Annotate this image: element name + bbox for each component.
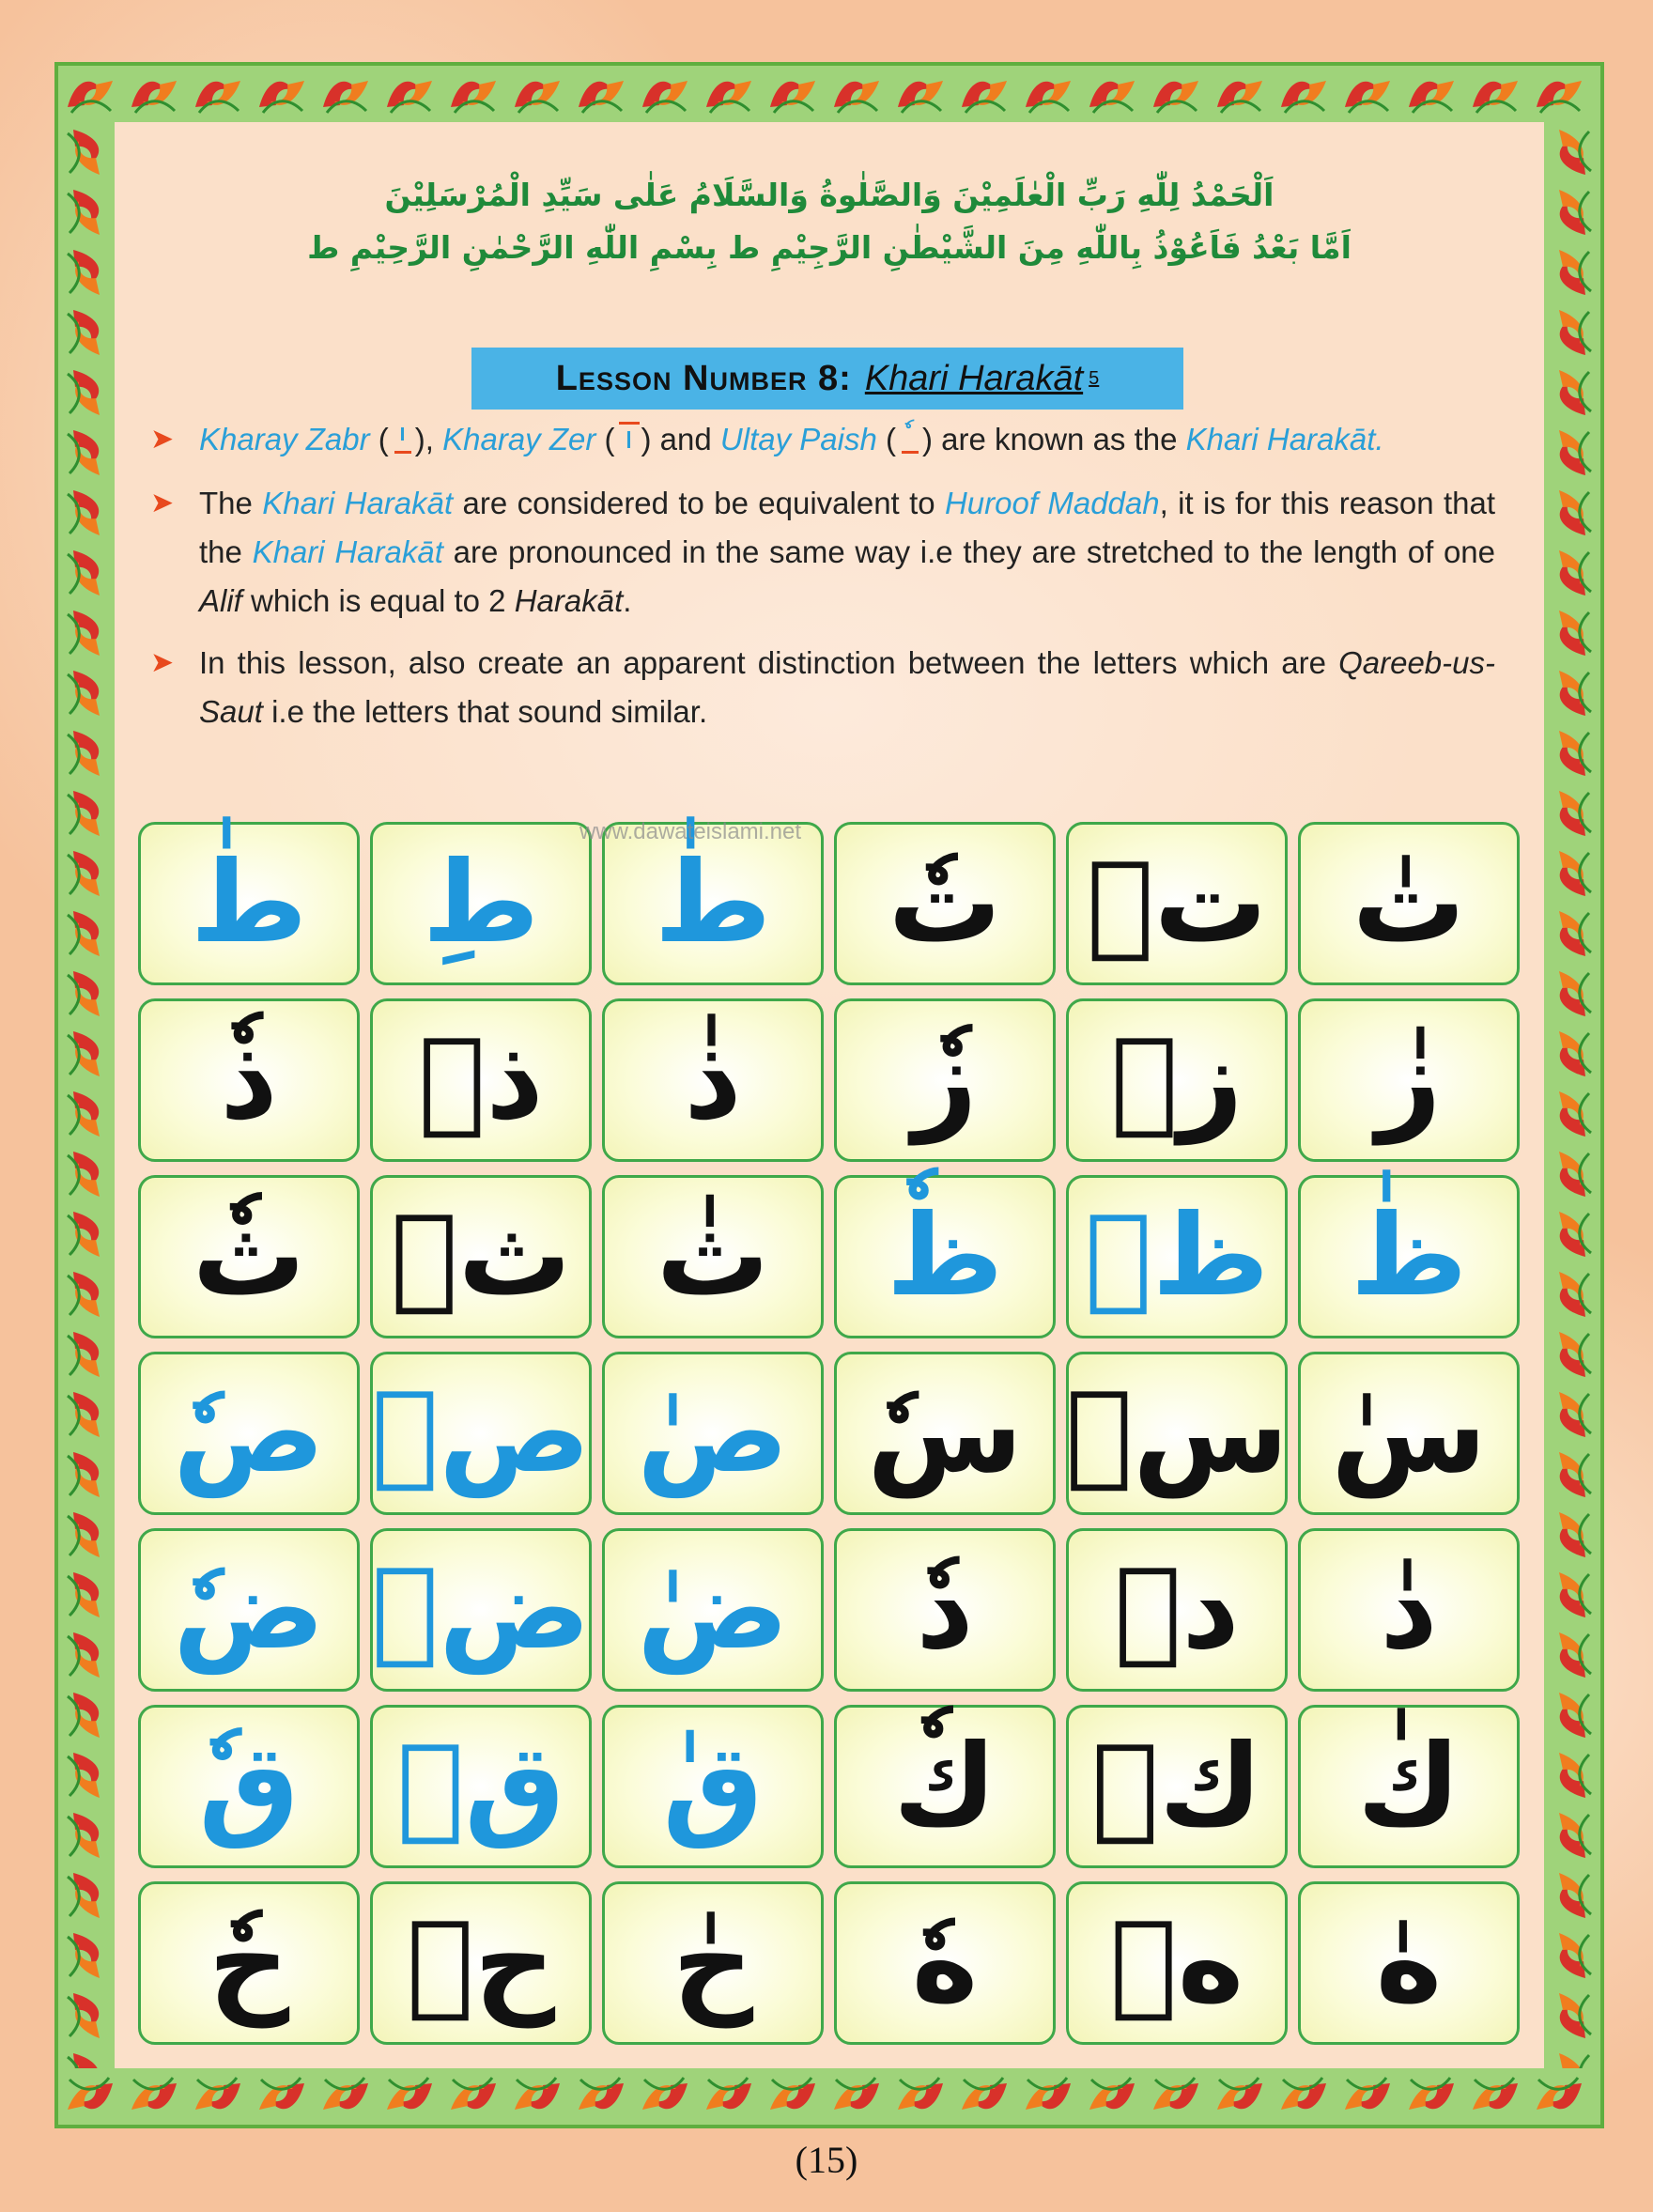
letter-card: قٖ: [370, 1705, 592, 1868]
letter-card: ثٗ: [138, 1175, 360, 1338]
floral-ornament-icon: [1544, 543, 1600, 603]
letter-card: تٰ: [1298, 822, 1520, 985]
floral-ornament-icon: [1399, 66, 1463, 122]
floral-ornament-icon: [825, 2068, 888, 2125]
letter-card: ضٰ: [602, 1528, 824, 1692]
floral-ornament-icon: [1544, 1384, 1600, 1445]
floral-ornament-icon: [952, 2068, 1016, 2125]
floral-ornament-icon: [58, 1384, 115, 1445]
floral-ornament-icon: [1544, 363, 1600, 423]
floral-ornament-icon: [952, 66, 1016, 122]
floral-ornament-icon: [250, 66, 314, 122]
floral-ornament-icon: [1527, 66, 1591, 122]
letter-card: صٗ: [138, 1352, 360, 1515]
floral-ornament-icon: [58, 1264, 115, 1324]
floral-ornament-icon: [58, 483, 115, 543]
floral-ornament-icon: [1336, 66, 1399, 122]
floral-ornament-icon: [186, 2068, 250, 2125]
floral-ornament-icon: [1144, 66, 1208, 122]
floral-ornament-icon: [58, 1805, 115, 1865]
floral-ornament-icon: [1544, 1445, 1600, 1505]
letter-card: صٰ: [602, 1352, 824, 1515]
floral-ornament-icon: [1463, 2068, 1527, 2125]
floral-ornament-icon: [1272, 2068, 1336, 2125]
floral-ornament-icon: [1544, 1024, 1600, 1084]
letter-card: سٖ: [1066, 1352, 1288, 1515]
floral-ornament-icon: [888, 2068, 952, 2125]
floral-ornament-icon: [1544, 302, 1600, 363]
letter-card: حٗ: [138, 1881, 360, 2045]
floral-ornament-icon: [1544, 1625, 1600, 1685]
floral-ornament-icon: [58, 1084, 115, 1144]
letter-card: صٖ: [370, 1352, 592, 1515]
floral-ornament-icon: [58, 1505, 115, 1565]
letter-card: ذٗ: [138, 998, 360, 1162]
floral-ornament-icon: [1544, 483, 1600, 543]
letter-grid: [138, 822, 1521, 2028]
lesson-label: Lesson Number 8:: [555, 358, 852, 398]
floral-ornament-icon: [58, 663, 115, 723]
kharay-zabr-mark-icon: [389, 424, 415, 456]
floral-ornament-icon: [314, 2068, 378, 2125]
floral-ornament-icon: [1544, 1505, 1600, 1565]
bullet-3-text: In this lesson, also create an apparent distinction between the letters which are Qareeb-us-Saut i.e the letters that sound similar.: [199, 645, 1495, 729]
letter-card: تٖ: [1066, 822, 1288, 985]
floral-ornament-icon: [697, 2068, 761, 2125]
letter-card: كٖ: [1066, 1705, 1288, 1868]
floral-ornament-icon: [250, 2068, 314, 2125]
floral-ornament-icon: [58, 1986, 115, 2046]
page-number: (15): [795, 2139, 858, 2181]
ultay-paish-mark-icon: [896, 424, 922, 456]
floral-ornament-icon: [633, 66, 697, 122]
floral-ornament-icon: [58, 603, 115, 663]
letter-card: دٰ: [1298, 1528, 1520, 1692]
floral-ornament-icon: [58, 964, 115, 1024]
floral-ornament-icon: [58, 1625, 115, 1685]
floral-ornament-icon: [58, 904, 115, 964]
floral-ornament-icon: [58, 1204, 115, 1264]
floral-ornament-icon: [1544, 1745, 1600, 1805]
floral-ornament-icon: [378, 66, 441, 122]
bullet-arrow-icon: ➤: [150, 647, 175, 678]
arabic-praise-line: اَلْحَمْدُ لِلّٰهِ رَبِّ الْعٰلَمِيْنَ وَالصَّلٰوةُ وَالسَّلَامُ عَلٰى سَيِّدِ الْمُرْسَلِيْنَ: [384, 177, 1275, 213]
floral-ornament-icon: [1016, 2068, 1080, 2125]
letter-card: ثٰ: [602, 1175, 824, 1338]
floral-ornament-icon: [122, 66, 186, 122]
floral-ornament-icon: [888, 66, 952, 122]
floral-ornament-icon: [761, 2068, 825, 2125]
floral-ornament-icon: [1544, 1926, 1600, 1986]
letter-card: ذٰ: [602, 998, 824, 1162]
letter-card: هٗ: [834, 1881, 1056, 2045]
arabic-bismillah-line: اَمَّا بَعْدُ فَاَعُوْذُ بِاللّٰهِ مِنَ الشَّيْطٰنِ الرَّجِيْمِ ط بِسْمِ اللّٰهِ الرَّحْمٰنِ الرَّحِيْمِ ط: [307, 229, 1352, 266]
letter-card: دٖ: [1066, 1528, 1288, 1692]
floral-ornament-icon: [1544, 242, 1600, 302]
floral-ornament-icon: [825, 66, 888, 122]
floral-ornament-icon: [1544, 904, 1600, 964]
floral-ornament-icon: [569, 66, 633, 122]
floral-ornament-icon: [1544, 723, 1600, 783]
floral-ornament-icon: [1544, 182, 1600, 242]
letter-card: قٗ: [138, 1705, 360, 1868]
floral-ornament-icon: [1544, 1565, 1600, 1625]
floral-ornament-icon: [58, 302, 115, 363]
letter-card: طِ: [370, 822, 592, 985]
floral-ornament-icon: [1544, 1805, 1600, 1865]
floral-ornament-icon: [1272, 66, 1336, 122]
letter-card: ظٖ: [1066, 1175, 1288, 1338]
letter-card: دٗ: [834, 1528, 1056, 1692]
floral-ornament-icon: [58, 242, 115, 302]
floral-ornament-icon: [1208, 2068, 1272, 2125]
floral-ornament-icon: [58, 182, 115, 242]
floral-ornament-icon: [186, 66, 250, 122]
floral-ornament-icon: [1544, 1324, 1600, 1384]
letter-card: طٰ: [138, 822, 360, 985]
letter-card: ثٖ: [370, 1175, 592, 1338]
floral-ornament-icon: [58, 122, 115, 182]
bullet-arrow-icon: ➤: [150, 424, 175, 455]
floral-ornament-icon: [314, 66, 378, 122]
letter-card: كٰ: [1298, 1705, 1520, 1868]
letter-card: سٗ: [834, 1352, 1056, 1515]
floral-ornament-icon: [1544, 2046, 1600, 2068]
floral-ornament-icon: [1527, 2068, 1591, 2125]
floral-ornament-icon: [697, 66, 761, 122]
floral-ornament-icon: [122, 2068, 186, 2125]
floral-ornament-icon: [1544, 783, 1600, 843]
floral-ornament-icon: [58, 723, 115, 783]
floral-ornament-icon: [58, 423, 115, 483]
floral-ornament-icon: [1544, 1865, 1600, 1926]
bullet-1-text: Kharay Zabr ( ), Kharay Zer ( ) and Ultay Paish (ٗ ) are known as the Khari Harakāt.: [199, 415, 1495, 464]
letter-card: زٗ: [834, 998, 1056, 1162]
letter-card: زٖ: [1066, 998, 1288, 1162]
floral-ornament-icon: [58, 1024, 115, 1084]
floral-ornament-icon: [1544, 122, 1600, 182]
letter-card: ضٖ: [370, 1528, 592, 1692]
letter-card: هٖ: [1066, 1881, 1288, 2045]
floral-ornament-icon: [58, 363, 115, 423]
kharay-zer-mark-icon: [615, 424, 641, 456]
letter-card: تٗ: [834, 822, 1056, 985]
letter-card: سٰ: [1298, 1352, 1520, 1515]
floral-ornament-icon: [1544, 1264, 1600, 1324]
floral-ornament-icon: [1544, 603, 1600, 663]
floral-ornament-icon: [58, 1445, 115, 1505]
letter-card: طٰ: [602, 822, 824, 985]
letter-card: ظٰ: [1298, 1175, 1520, 1338]
floral-ornament-icon: [58, 1745, 115, 1805]
floral-ornament-icon: [1016, 66, 1080, 122]
floral-ornament-icon: [1208, 66, 1272, 122]
floral-ornament-icon: [1544, 964, 1600, 1024]
lesson-title: [471, 348, 1183, 410]
letter-card: قٰ: [602, 1705, 824, 1868]
floral-ornament-icon: [1544, 843, 1600, 904]
floral-ornament-icon: [58, 2046, 115, 2068]
floral-ornament-icon: [1544, 1685, 1600, 1745]
letter-card: هٰ: [1298, 1881, 1520, 2045]
watermark: www.dawateislami.net: [579, 819, 802, 844]
floral-ornament-icon: [761, 66, 825, 122]
border-top: [58, 66, 1600, 122]
floral-ornament-icon: [1544, 663, 1600, 723]
floral-ornament-icon: [1463, 66, 1527, 122]
letter-card: ذٖ: [370, 998, 592, 1162]
floral-ornament-icon: [58, 1324, 115, 1384]
lesson-name: Khari Harakāt: [864, 358, 1084, 398]
floral-ornament-icon: [569, 2068, 633, 2125]
bullet-arrow-icon: ➤: [150, 487, 175, 518]
floral-ornament-icon: [58, 843, 115, 904]
letter-card: حٰ: [602, 1881, 824, 2045]
bullet-2-text: The Khari Harakāt are considered to be equivalent to Huroof Maddah, it is for this reason that the Khari Harakāt are pronounced in the same way i.e they are stretched to the length of one Alif which is equal to 2 Harakāt.: [199, 486, 1496, 618]
floral-ornament-icon: [58, 1865, 115, 1926]
letter-card: حٖ: [370, 1881, 592, 2045]
floral-ornament-icon: [58, 2068, 122, 2125]
floral-ornament-icon: [58, 66, 122, 122]
floral-ornament-icon: [505, 2068, 569, 2125]
floral-ornament-icon: [505, 66, 569, 122]
floral-ornament-icon: [1336, 2068, 1399, 2125]
floral-ornament-icon: [1544, 1084, 1600, 1144]
floral-ornament-icon: [633, 2068, 697, 2125]
border-left: [58, 122, 115, 2068]
floral-ornament-icon: [441, 2068, 505, 2125]
floral-ornament-icon: [1080, 2068, 1144, 2125]
floral-ornament-icon: [58, 1685, 115, 1745]
floral-ornament-icon: [58, 543, 115, 603]
floral-ornament-icon: [378, 2068, 441, 2125]
floral-ornament-icon: [1544, 1144, 1600, 1204]
border-right: [1544, 122, 1600, 2068]
floral-ornament-icon: [1544, 1204, 1600, 1264]
floral-ornament-icon: [1544, 1986, 1600, 2046]
floral-ornament-icon: [58, 1565, 115, 1625]
floral-ornament-icon: [1144, 2068, 1208, 2125]
floral-ornament-icon: [1544, 423, 1600, 483]
letter-card: ضٗ: [138, 1528, 360, 1692]
floral-ornament-icon: [1080, 66, 1144, 122]
letter-card: زٰ: [1298, 998, 1520, 1162]
border-bottom: [58, 2068, 1600, 2125]
letter-card: ظٗ: [834, 1175, 1056, 1338]
floral-ornament-icon: [58, 1144, 115, 1204]
lesson-footnote: 5: [1089, 367, 1100, 389]
floral-ornament-icon: [58, 783, 115, 843]
letter-card: كٗ: [834, 1705, 1056, 1868]
floral-ornament-icon: [58, 1926, 115, 1986]
floral-ornament-icon: [1399, 2068, 1463, 2125]
floral-ornament-icon: [441, 66, 505, 122]
